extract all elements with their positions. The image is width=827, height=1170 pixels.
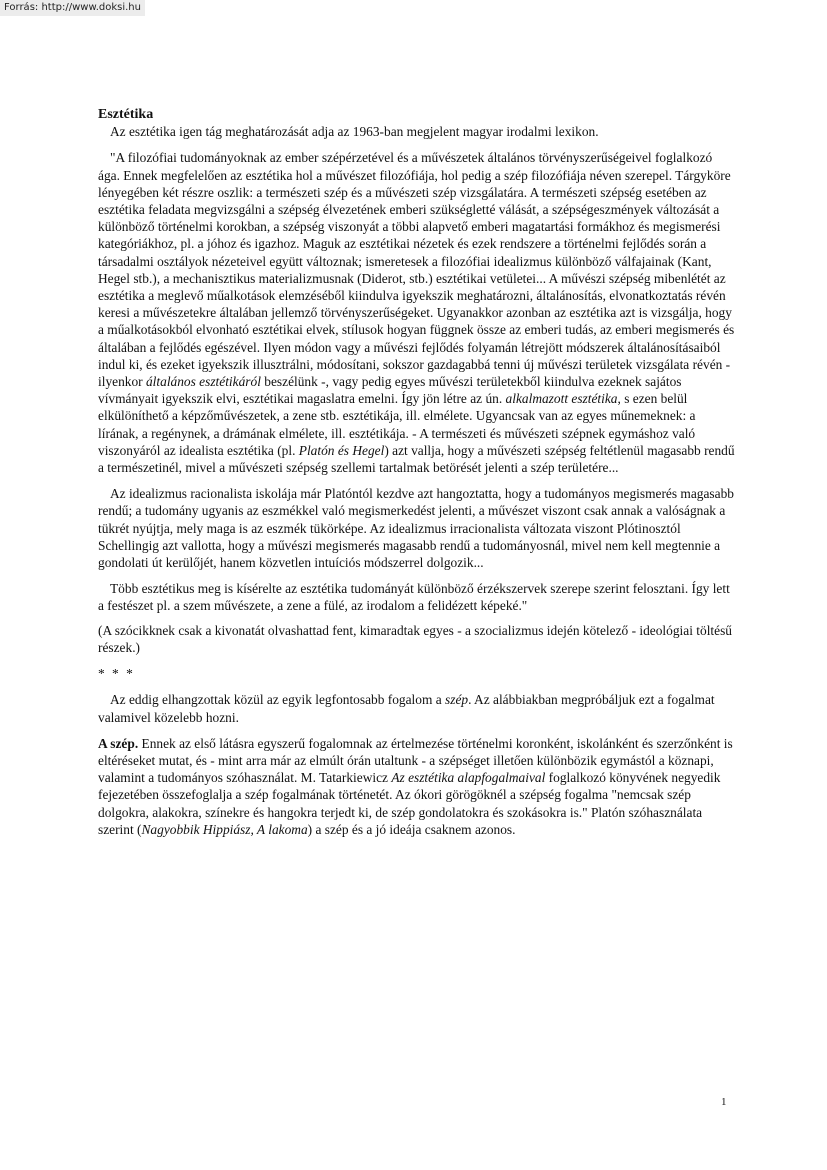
quote-paragraph-2: Az idealizmus racionalista iskolája már Platóntól kezdve azt hangoztatta, hogy a tudományos megismerés magasabb rendű; a tudomány ugyanis az eszmékkel való megismerkedést jelenti, a művészet viszont csak annak a valóságnak a tükrét nyújtja, mely maga is az eszmék tükörképe. Az idealizmus irracionalista változata viszont Plótinosztól Schellingig azt vallotta, hogy a művészi megismerés magasabb rendű a tudományosnál, mivel nem kell megtennie a gondolati út kerülőjét, hanem közvetlen intuíciós módszerrel dolgozik... xyxy=(98,486,734,571)
szep-intro-paragraph: Az eddig elhangzottak közül az egyik legfontosabb fogalom a szép. Az alábbiakban megpróbáljuk ezt a fogalmat valamivel közelebb hozni. xyxy=(98,692,715,725)
quote-paragraph-1: "A filozófiai tudományoknak az ember szépérzetével és a művészetek általános törvényszerűségeivel foglalkozó ága. Ennek megfelelően az esztétika hol a művészet filozófiája, hol pedig a szép filozófiája néven szerepel. Tárgyköre lényegében két részre oszlik: a természeti szép és a művészeti szép vizsgálatára. A természeti szépség esetében az esztétika feladata megvizsgálni a szépség élvezetének emberi szükségletté válását, a szépségeszmények változását a különböző történelmi korokban, a szépség viszonyát a többi alapvető emberi magatartási formákhoz és megismerési kategóriákhoz, pl. a jóhoz és igazhoz. Maguk az esztétikai nézetek és ezek rendszere a történelmi fejlődés során a társadalmi osztályok nézeteivel együtt változnak; ismeretesek a filozófiai idealizmus különböző válfajainak (Kant, Hegel stb.), a mechanisztikus materializmusnak (Diderot, stb.) esztétikai vetületei... A művészi szépség mibenlétét az esztétika a meglevő műalkotások elemzéséből kiindulva igyekszik meghatározni, általánosítás, elvonatkoztatás révén keresi a művészetekre általában jellemző törvényszerűségeket. Ugyanakkor azonban az esztétika azt is vizsgálja, hogy a műalkotásokból elvonható esztétikai elvek, stílusok hogyan függnek össze az emberi tudás, az emberi megismerés és általában a fejlődés egészével. Ilyen módon vagy a művészi fejlődés folyamán létrejött módszerek általánosításaiból indul ki, és ezeket igyekszik illusztrálni, módosítani, sokszor gazdagabbá tenni új művészi területek vizsgálata révén - ilyenkor általános esztétikáról beszélünk -, vagy pedig egyes művészi területekből kiindulva ezeknek sajátos vívmányait igyekszik elvi, esztétikai magaslatra emelni. Így jön létre az ún. alkalmazott esztétika, s ezen belül elkülöníthető a képzőművészetek, a zene stb. esztétikája, ill. elmélete. Ugyancsak van az egyes műnemeknek: a lírának, a regénynek, a drámának elmélete, ill. esztétikája. - A természeti és művészeti szépnek egymáshoz való viszonyáról az idealista esztétika (pl. Platón és Hegel) azt vallja, hogy a művészeti szépség feltétlenül magasabb rendű a természetinél, mivel a művészeti szépség szellemi tartalmak betörését jelenti a szép területére... xyxy=(98,150,735,476)
document-body xyxy=(98,106,736,838)
editor-note: (A szócikknek csak a kivonatát olvashattad fent, kimaradtak egyes - a szocializmus idején kötelező - ideológiai töltésű részek.) xyxy=(98,622,732,655)
intro-paragraph: Az esztétika igen tág meghatározását adja az 1963-ban megjelent magyar irodalmi lexikon. xyxy=(110,124,599,140)
page-title: Esztétika xyxy=(98,107,154,122)
source-label: Forrás: http://www.doksi.hu xyxy=(0,0,145,16)
page-number: 1 xyxy=(721,1096,727,1108)
section-separator: * * * xyxy=(98,666,135,682)
quote-paragraph-3: Több esztétikus meg is kísérelte az esztétika tudományát különböző érzékszervek szerepe szerint felosztani. Így lett a festészet pl. a szem művészete, a zene a fülé, az irodalom a felidézett képeké." xyxy=(98,581,730,614)
szep-heading: A szép. xyxy=(98,735,139,751)
szep-section-paragraph: A szép. Ennek az első látásra egyszerű fogalomnak az értelmezése történelmi koronként, iskolánként és szerzőnként is eltéréseket mutat, és - mint arra már az elmúlt órán utaltunk - a szépséget illetően különbözik egymástól a köznapi, valamint a tudományos szóhasználat. M. Tatarkiewicz Az esztétika alapfogalmaival foglalkozó könyvének negyedik fejezetében összefoglalja a szép fogalmának történetét. Az ókori görögöknél a szépség fogalma "nemcsak szép dolgokra, alakokra, színekre és hangokra terjedt ki, de szép gondolatokra és szokásokra is." Platón szóhasználata szerint (Nagyobbik Hippiász, A lakoma) a szép és a jó ideája csaknem azonos. xyxy=(98,735,733,837)
